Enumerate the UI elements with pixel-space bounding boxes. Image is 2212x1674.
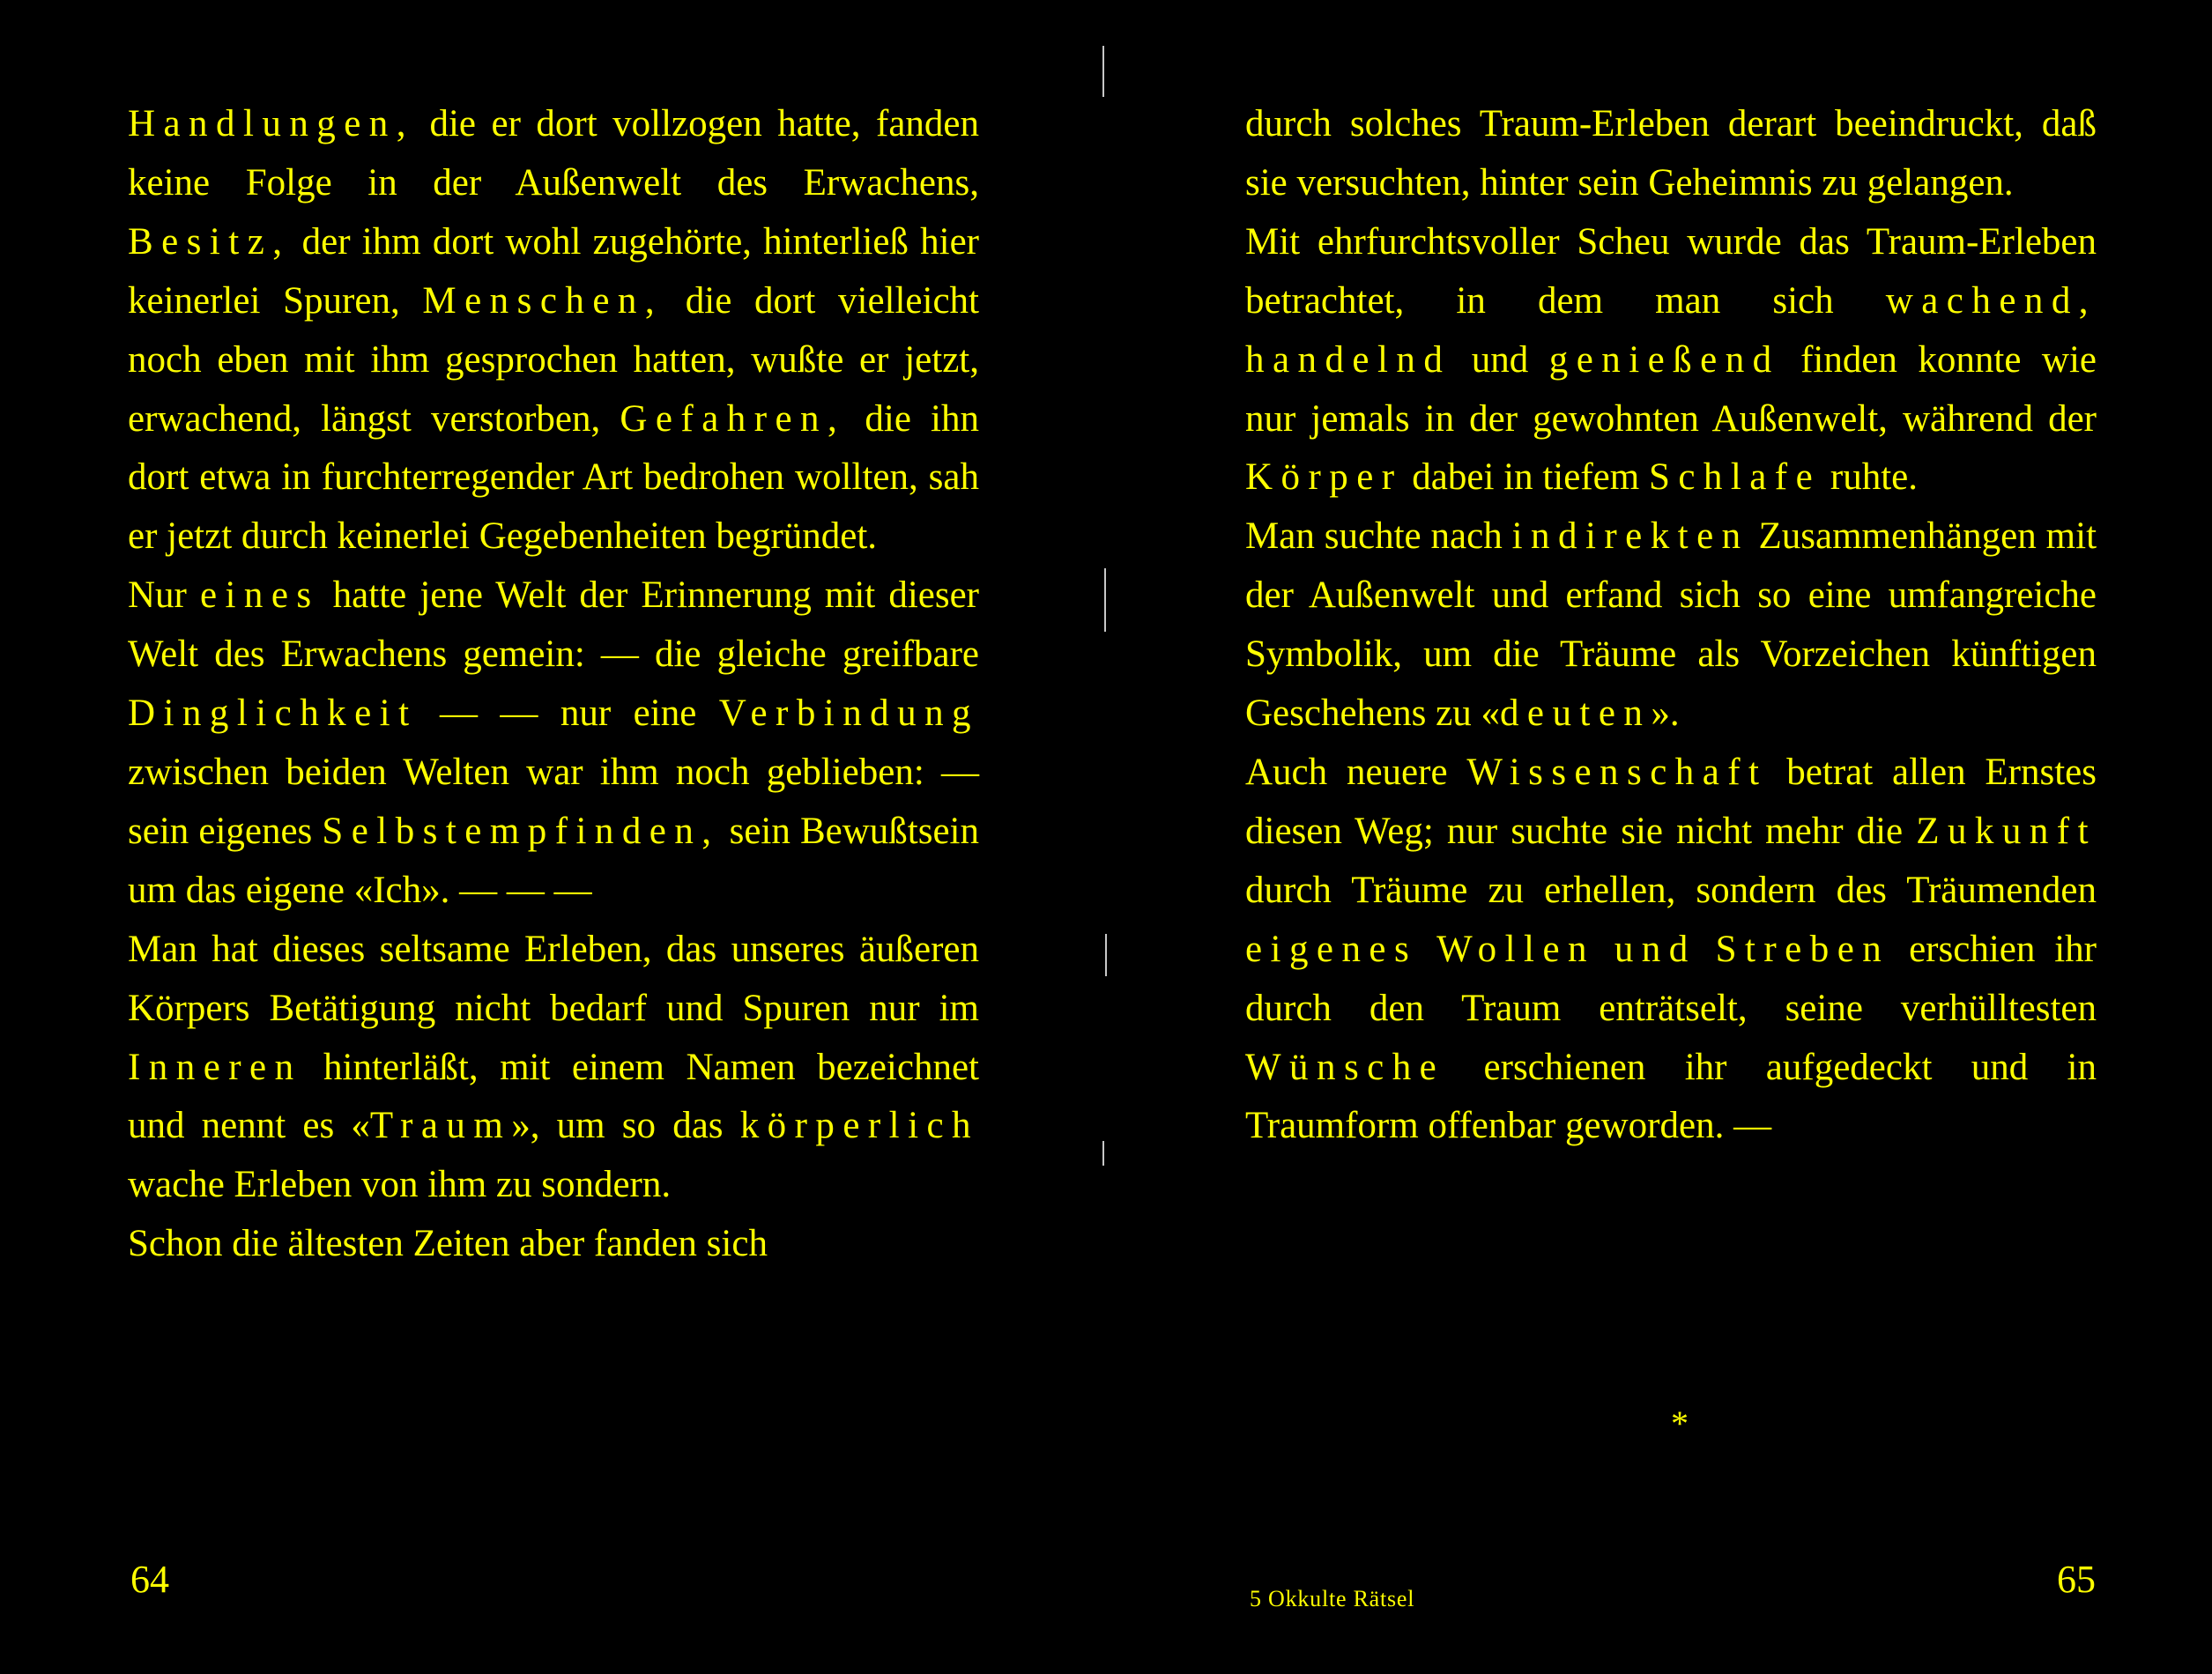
emphasized-word: eines — [199, 574, 320, 617]
emphasized-word: Besitz, — [128, 220, 291, 263]
emphasized-word: Menschen, — [422, 279, 664, 322]
text-run: Schon die ältesten Zeiten aber fanden sich — [128, 1223, 768, 1265]
text-run: Nur — [128, 574, 200, 617]
text-run: Auch neuere — [1245, 751, 1467, 793]
emphasized-word: Dinglichkeit — [128, 693, 418, 735]
emphasized-word: Handlungen, — [128, 103, 414, 144]
text-run: — — nur eine — [417, 693, 719, 735]
text-run: erschienen ihr aufgedeckt und in Traumform offenbar geworden. — — [1245, 1046, 2097, 1147]
text-run: die dort vielleicht noch eben mit ihm gesprochen hatten, wußte er jetzt, erwachend, längst verstorben, — [128, 279, 979, 440]
text-run: hinterläßt, mit einem Namen bezeichnet und nennt es « — [128, 1046, 979, 1147]
emphasized-word: körperlich — [739, 1105, 979, 1147]
emphasized-word: und — [1614, 928, 1696, 970]
text-run: ». — [1651, 693, 1680, 735]
paragraph — [1245, 744, 2097, 1156]
text-run: sein Bewußtsein um das eigene «Ich». — — — — [128, 810, 979, 911]
emphasized-word: Wissenschaft — [1466, 751, 1768, 793]
text-run: durch solches Traum-Erleben derart beeindruckt, daß sie versuchten, hinter sein Geheimnis zu gelangen. — [1245, 103, 2097, 204]
emphasized-word: deuten — [1499, 693, 1652, 735]
emphasized-word: Selbstempfinden, — [322, 810, 720, 852]
right-page-body — [1245, 95, 2097, 1156]
right-page — [1102, 0, 2212, 1674]
text-run: die ihn dort etwa in furchterregender Art bedrohen wollten, sah er jetzt durch keinerlei Gegebenheiten begründet. — [128, 397, 979, 558]
emphasized-word: Streben — [1715, 928, 1890, 970]
text-run: Man hat dieses seltsame Erleben, das unseres äußeren Körpers Betätigung nicht bedarf und Spuren nur im — [128, 928, 979, 1029]
text-run — [1696, 929, 1716, 970]
text-run: zwischen beiden Welten war ihm noch geblieben: — sein eigenes — [128, 751, 979, 852]
section-ornament: * — [1671, 1404, 1689, 1443]
paragraph — [128, 95, 979, 567]
paragraph — [128, 921, 979, 1216]
text-run: ruhte. — [1821, 456, 1918, 499]
paragraph — [128, 1215, 979, 1274]
emphasized-word: Verbindung — [718, 693, 979, 735]
emphasized-word: Schlafe — [1648, 456, 1822, 499]
emphasized-word: genießend — [1548, 338, 1780, 381]
emphasized-word: Wollen — [1436, 928, 1595, 970]
text-run: hatte jene Welt der Erinnerung mit dieser Welt des Erwachens gemein: — die gleiche greifbare — [128, 574, 979, 676]
paragraph — [1245, 507, 2097, 744]
text-run: die er dort vollzogen hatte, fanden keine Folge in der Außenwelt des Erwachens, — [128, 103, 979, 204]
left-page-number: 64 — [130, 1558, 169, 1601]
text-run — [1417, 929, 1436, 970]
emphasized-word: Inneren — [128, 1046, 302, 1088]
emphasized-word: indirekten — [1511, 515, 1749, 558]
text-run: Mit ehrfurchtsvoller Scheu wurde das Traum-Erleben betrachtet, in dem man sich — [1245, 220, 2097, 322]
text-run: Man suchte nach — [1245, 515, 1512, 558]
paragraph — [128, 567, 979, 920]
text-run: durch Träume zu erhellen, sondern des Träumenden — [1245, 869, 2097, 911]
text-run: und — [1451, 338, 1549, 381]
paragraph — [1245, 95, 2097, 213]
emphasized-word: Zukunft — [1916, 810, 2097, 852]
emphasized-word: eigenes — [1245, 928, 1418, 970]
emphasized-word: Körper — [1245, 456, 1403, 499]
text-run: wache Erleben von ihm zu sondern. — [128, 1164, 672, 1206]
left-page-body — [128, 95, 979, 1274]
text-run: », um so das — [511, 1105, 740, 1147]
signature-mark: 5 Okkulte Rätsel — [1250, 1586, 1415, 1611]
text-run — [1595, 929, 1614, 970]
text-run: finden konnte wie nur jemals in der gewohnten Außenwelt, während der — [1245, 338, 2097, 440]
text-run: dabei in tiefem — [1402, 456, 1649, 499]
right-page-number: 65 — [2057, 1558, 2096, 1601]
text-run: der ihm dort wohl zugehörte, hinterließ hier keinerlei Spuren, — [128, 220, 979, 322]
emphasized-word: Traum — [369, 1105, 512, 1147]
emphasized-word: wachend, — [1885, 279, 2097, 322]
emphasized-word: handelnd — [1245, 338, 1451, 381]
text-run: betrat allen Ernstes diesen Weg; nur suchte sie nicht mehr die — [1245, 751, 2097, 852]
text-run: erschien ihr durch den Traum enträtselt, seine verhülltesten — [1245, 928, 2097, 1029]
emphasized-word: Gefahren, — [620, 397, 846, 440]
left-page — [0, 0, 1102, 1674]
text-run: Zusammenhängen mit der Außenwelt und erfand sich so eine umfangreiche Symbolik, um die Träume als Vorzeichen künftigen Geschehens zu « — [1245, 515, 2097, 735]
paragraph — [1245, 213, 2097, 508]
emphasized-word: Wünsche — [1245, 1046, 1445, 1088]
